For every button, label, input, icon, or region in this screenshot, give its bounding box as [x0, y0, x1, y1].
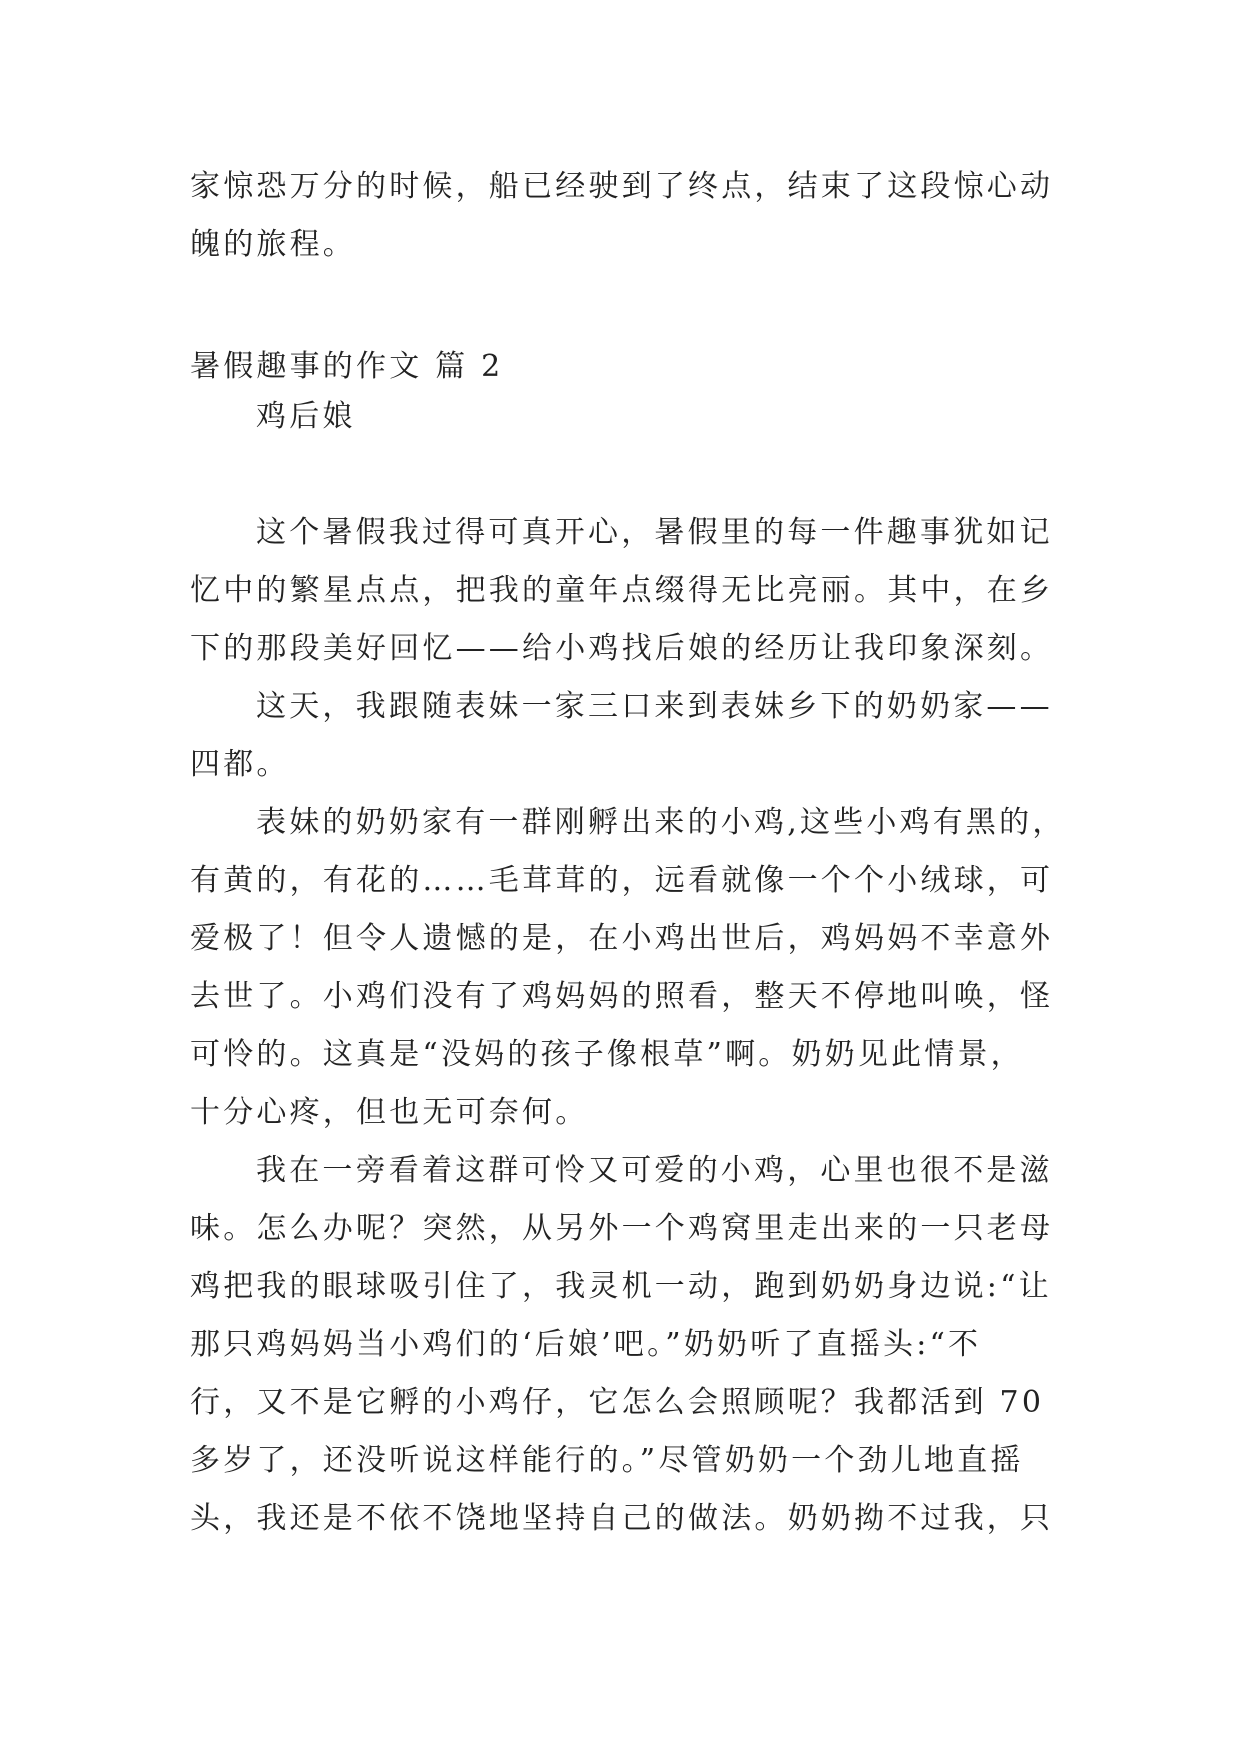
text-line: 味。怎么办呢？突然，从另外一个鸡窝里走出来的一只老母	[190, 1211, 1054, 1246]
section-heading-text: 暑假趣事的作文 篇 2	[190, 349, 504, 384]
text-line: 我在一旁看着这群可怜又可爱的小鸡，心里也很不是滋	[256, 1153, 1053, 1188]
text-line: 多岁了，还没听说这样能行的。”尽管奶奶一个劲儿地直摇	[190, 1443, 1024, 1478]
text-line: 爱极了！但令人遗憾的是，在小鸡出世后，鸡妈妈不幸意外	[190, 921, 1054, 956]
text-line: 下的那段美好回忆——给小鸡找后娘的经历让我印象深刻。	[190, 631, 1054, 666]
text-line: 那只鸡妈妈当小鸡们的‘后娘’吧。”奶奶听了直摇头:“不	[190, 1327, 982, 1362]
text-line: 行，又不是它孵的小鸡仔，它怎么会照顾呢？我都活到 70	[190, 1385, 1045, 1420]
essay-body	[190, 504, 1066, 1548]
essay-title	[190, 388, 1060, 446]
text-line: 家惊恐万分的时候，船已经驶到了终点，结束了这段惊心动	[190, 169, 1054, 204]
essay-title-text: 鸡后娘	[256, 399, 356, 434]
text-line: 去世了。小鸡们没有了鸡妈妈的照看，整天不停地叫唤，怪	[190, 979, 1054, 1014]
text-line: 四都。	[190, 747, 290, 782]
text-line: 这天，我跟随表妹一家三口来到表妹乡下的奶奶家——	[256, 689, 1053, 724]
text-line: 十分心疼，但也无可奈何。	[190, 1095, 589, 1130]
text-line: 鸡把我的眼球吸引住了，我灵机一动，跑到奶奶身边说:“让	[190, 1269, 1052, 1304]
text-line: 表妹的奶奶家有一群刚孵出来的小鸡,这些小鸡有黑的，	[256, 805, 1066, 840]
text-line: 这个暑假我过得可真开心，暑假里的每一件趣事犹如记	[256, 515, 1053, 550]
text-line: 可怜的。这真是“没妈的孩子像根草”啊。奶奶见此情景，	[190, 1037, 1024, 1072]
text-line: 魄的旅程。	[190, 227, 356, 262]
text-line: 有黄的，有花的……毛茸茸的，远看就像一个个小绒球，可	[190, 863, 1054, 898]
text-line: 忆中的繁星点点，把我的童年点缀得无比亮丽。其中，在乡	[190, 573, 1054, 608]
intro-paragraph	[190, 158, 1060, 274]
text-line: 头，我还是不依不饶地坚持自己的做法。奶奶拗不过我，只	[190, 1501, 1054, 1536]
